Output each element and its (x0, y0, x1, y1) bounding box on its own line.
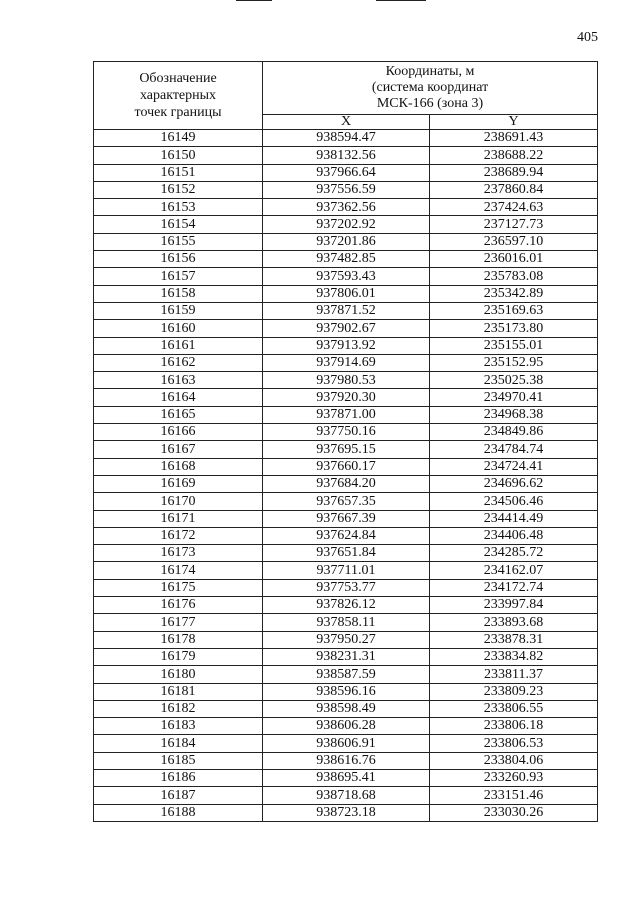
cell-y: 236597.10 (430, 233, 598, 250)
cell-y: 233030.26 (430, 804, 598, 821)
cell-x: 937913.92 (263, 337, 430, 354)
table-row (94, 130, 598, 147)
table-row (94, 631, 598, 648)
table-row (94, 597, 598, 614)
header-point-line-2: характерных (139, 88, 217, 103)
cell-y: 234968.38 (430, 406, 598, 423)
cell-y: 234414.49 (430, 510, 598, 527)
cell-y: 234506.46 (430, 493, 598, 510)
cell-point-id: 16171 (94, 510, 263, 527)
cell-x: 937980.53 (263, 372, 430, 389)
table-row (94, 372, 598, 389)
cell-point-id: 16185 (94, 752, 263, 769)
table-row (94, 493, 598, 510)
cell-y: 234406.48 (430, 527, 598, 544)
cell-point-id: 16154 (94, 216, 263, 233)
table-row (94, 424, 598, 441)
table-row (94, 320, 598, 337)
cell-point-id: 16181 (94, 683, 263, 700)
cell-y: 233806.53 (430, 735, 598, 752)
cell-x: 938616.76 (263, 752, 430, 769)
cell-x: 937914.69 (263, 354, 430, 371)
cell-point-id: 16178 (94, 631, 263, 648)
cell-y: 237860.84 (430, 181, 598, 198)
coordinates-table (93, 61, 598, 822)
table-row (94, 302, 598, 319)
cell-point-id: 16179 (94, 648, 263, 665)
cell-x: 937362.56 (263, 199, 430, 216)
cell-point-id: 16167 (94, 441, 263, 458)
table-row (94, 181, 598, 198)
cell-point-id: 16158 (94, 285, 263, 302)
cell-x: 937202.92 (263, 216, 430, 233)
cell-x: 937711.01 (263, 562, 430, 579)
cell-x: 937667.39 (263, 510, 430, 527)
header-y: Y (430, 115, 598, 130)
cell-point-id: 16173 (94, 545, 263, 562)
cell-point-id: 16163 (94, 372, 263, 389)
cell-y: 233834.82 (430, 648, 598, 665)
cell-point-id: 16162 (94, 354, 263, 371)
cell-y: 235783.08 (430, 268, 598, 285)
cell-y: 233806.55 (430, 700, 598, 717)
cell-x: 937482.85 (263, 251, 430, 268)
table-row (94, 406, 598, 423)
cell-point-id: 16159 (94, 302, 263, 319)
table-row (94, 545, 598, 562)
table-row (94, 579, 598, 596)
cell-y: 234172.74 (430, 579, 598, 596)
cell-y: 235152.95 (430, 354, 598, 371)
cell-x: 937695.15 (263, 441, 430, 458)
cell-y: 238688.22 (430, 147, 598, 164)
cell-x: 937858.11 (263, 614, 430, 631)
cell-point-id: 16188 (94, 804, 263, 821)
table-row (94, 683, 598, 700)
cell-point-id: 16149 (94, 130, 263, 147)
cell-x: 937950.27 (263, 631, 430, 648)
cell-x: 937624.84 (263, 527, 430, 544)
table-row (94, 337, 598, 354)
cell-y: 233260.93 (430, 769, 598, 786)
header-coords-line-1: Координаты, м (385, 64, 475, 79)
header-point-designation (94, 62, 263, 130)
cell-x: 937750.16 (263, 424, 430, 441)
table-row (94, 562, 598, 579)
cell-point-id: 16165 (94, 406, 263, 423)
cell-x: 938132.56 (263, 147, 430, 164)
cell-x: 938598.49 (263, 700, 430, 717)
cell-point-id: 16186 (94, 769, 263, 786)
cell-point-id: 16151 (94, 164, 263, 181)
table-row (94, 216, 598, 233)
cell-x: 937657.35 (263, 493, 430, 510)
cell-x: 938587.59 (263, 666, 430, 683)
cell-x: 938718.68 (263, 787, 430, 804)
cell-point-id: 16187 (94, 787, 263, 804)
table-row (94, 389, 598, 406)
cell-y: 233893.68 (430, 614, 598, 631)
table-row (94, 441, 598, 458)
cell-x: 938594.47 (263, 130, 430, 147)
table-row (94, 458, 598, 475)
cell-y: 233804.06 (430, 752, 598, 769)
cell-x: 937651.84 (263, 545, 430, 562)
table-row (94, 233, 598, 250)
table-row (94, 735, 598, 752)
cell-point-id: 16157 (94, 268, 263, 285)
cell-point-id: 16161 (94, 337, 263, 354)
table-row (94, 787, 598, 804)
cell-y: 233806.18 (430, 718, 598, 735)
cell-y: 236016.01 (430, 251, 598, 268)
cell-point-id: 16176 (94, 597, 263, 614)
cell-x: 938695.41 (263, 769, 430, 786)
cell-point-id: 16156 (94, 251, 263, 268)
cell-y: 233878.31 (430, 631, 598, 648)
cell-y: 234784.74 (430, 441, 598, 458)
table-row (94, 527, 598, 544)
cell-y: 234162.07 (430, 562, 598, 579)
table-row (94, 752, 598, 769)
cell-y: 234970.41 (430, 389, 598, 406)
cell-point-id: 16164 (94, 389, 263, 406)
cell-point-id: 16168 (94, 458, 263, 475)
cell-point-id: 16170 (94, 493, 263, 510)
cell-x: 937201.86 (263, 233, 430, 250)
cell-y: 237424.63 (430, 199, 598, 216)
table-row (94, 251, 598, 268)
cell-y: 233811.37 (430, 666, 598, 683)
cell-y: 233151.46 (430, 787, 598, 804)
cell-x: 937966.64 (263, 164, 430, 181)
cell-x: 937684.20 (263, 475, 430, 492)
table-row (94, 804, 598, 821)
table-row (94, 354, 598, 371)
table-header-row (94, 62, 598, 115)
cell-x: 938606.91 (263, 735, 430, 752)
table-row (94, 510, 598, 527)
cell-y: 233997.84 (430, 597, 598, 614)
cell-y: 235173.80 (430, 320, 598, 337)
cell-x: 938596.16 (263, 683, 430, 700)
table-row (94, 164, 598, 181)
cell-x: 937556.59 (263, 181, 430, 198)
header-coords-line-2: (система координат (371, 80, 489, 95)
cell-x: 937871.00 (263, 406, 430, 423)
cell-y: 234849.86 (430, 424, 598, 441)
header-x: X (263, 115, 430, 130)
header-coords-line-3: МСК-166 (зона 3) (376, 96, 484, 111)
cell-point-id: 16169 (94, 475, 263, 492)
cell-point-id: 16150 (94, 147, 263, 164)
scan-top-marks (236, 0, 436, 4)
header-point-line-3: точек границы (134, 105, 222, 120)
cell-point-id: 16160 (94, 320, 263, 337)
cell-y: 238691.43 (430, 130, 598, 147)
cell-x: 937593.43 (263, 268, 430, 285)
cell-point-id: 16172 (94, 527, 263, 544)
table-row (94, 199, 598, 216)
table-row (94, 268, 598, 285)
cell-point-id: 16152 (94, 181, 263, 198)
cell-x: 937920.30 (263, 389, 430, 406)
cell-y: 235025.38 (430, 372, 598, 389)
cell-y: 234724.41 (430, 458, 598, 475)
cell-y: 235342.89 (430, 285, 598, 302)
cell-x: 937902.67 (263, 320, 430, 337)
cell-point-id: 16174 (94, 562, 263, 579)
table-row (94, 614, 598, 631)
table-row (94, 475, 598, 492)
cell-x: 938606.28 (263, 718, 430, 735)
table-row (94, 769, 598, 786)
cell-x: 937871.52 (263, 302, 430, 319)
cell-point-id: 16166 (94, 424, 263, 441)
cell-x: 938723.18 (263, 804, 430, 821)
cell-x: 937806.01 (263, 285, 430, 302)
table-row (94, 648, 598, 665)
table-row (94, 718, 598, 735)
table-row (94, 147, 598, 164)
cell-x: 937753.77 (263, 579, 430, 596)
cell-y: 234285.72 (430, 545, 598, 562)
cell-y: 233809.23 (430, 683, 598, 700)
cell-y: 238689.94 (430, 164, 598, 181)
table-row (94, 285, 598, 302)
cell-x: 937660.17 (263, 458, 430, 475)
cell-x: 938231.31 (263, 648, 430, 665)
cell-point-id: 16177 (94, 614, 263, 631)
cell-point-id: 16153 (94, 199, 263, 216)
cell-y: 237127.73 (430, 216, 598, 233)
cell-point-id: 16182 (94, 700, 263, 717)
header-point-line-1: Обозначение (139, 71, 217, 86)
cell-y: 234696.62 (430, 475, 598, 492)
cell-point-id: 16184 (94, 735, 263, 752)
cell-point-id: 16155 (94, 233, 263, 250)
cell-x: 937826.12 (263, 597, 430, 614)
cell-point-id: 16180 (94, 666, 263, 683)
header-coordinates (263, 62, 598, 115)
cell-y: 235169.63 (430, 302, 598, 319)
table-row (94, 700, 598, 717)
cell-y: 235155.01 (430, 337, 598, 354)
table-row (94, 666, 598, 683)
page-number: 405 (577, 30, 598, 45)
cell-point-id: 16175 (94, 579, 263, 596)
cell-point-id: 16183 (94, 718, 263, 735)
